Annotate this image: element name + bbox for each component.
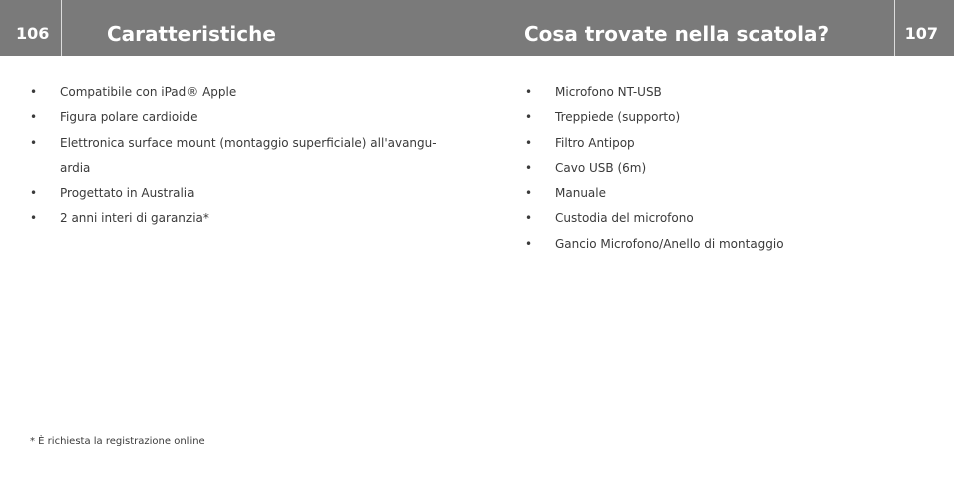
feature-text: Figura polare cardioide <box>60 110 198 125</box>
box-item-text: Gancio Microfono/Anello di montaggio <box>555 236 784 251</box>
bullet-icon: • <box>525 236 533 251</box>
bullet-icon: • <box>30 186 38 201</box>
bullet-icon: • <box>525 211 533 226</box>
feature-text: Elettronica surface mount (montaggio superficiale) all'avangu-ardia <box>60 135 437 175</box>
bullet-icon: • <box>525 135 533 150</box>
feature-text: Compatibile con iPad® Apple <box>60 85 237 99</box>
box-contents-title: Cosa trovate nella scatola? <box>524 22 830 46</box>
list-item <box>30 181 450 206</box>
list-item <box>30 80 450 105</box>
features-list <box>30 80 450 232</box>
box-item-text: Microfono NT-USB <box>555 85 662 99</box>
box-item-text: Cavo USB (6m) <box>555 160 647 175</box>
right-page-number: 107 <box>904 24 938 43</box>
list-item <box>525 206 925 231</box>
box-item-text: Filtro Antipop <box>555 135 635 150</box>
footnote: * È richiesta la registrazione online <box>30 436 205 447</box>
bullet-icon: • <box>30 211 38 226</box>
bullet-icon: • <box>30 85 38 99</box>
list-item <box>525 131 925 156</box>
features-title: Caratteristiche <box>107 22 276 46</box>
bullet-icon: • <box>525 186 533 201</box>
list-item <box>525 156 925 181</box>
list-item <box>30 105 450 130</box>
list-item <box>525 232 925 257</box>
list-item <box>525 105 925 130</box>
feature-text: 2 anni interi di garanzia* <box>60 211 209 226</box>
list-item <box>30 206 450 231</box>
box-contents-list <box>525 80 925 257</box>
feature-text: Progettato in Australia <box>60 186 195 201</box>
right-header-divider <box>894 0 895 56</box>
list-item <box>525 181 925 206</box>
bullet-icon: • <box>30 135 38 150</box>
page-header <box>0 0 954 56</box>
bullet-icon: • <box>525 85 533 99</box>
box-item-text: Treppiede (supporto) <box>555 110 681 125</box>
list-item <box>30 131 450 182</box>
left-header-divider <box>61 0 62 56</box>
box-item-text: Manuale <box>555 186 606 201</box>
left-page-number: 106 <box>16 24 50 43</box>
bullet-icon: • <box>525 160 533 175</box>
bullet-icon: • <box>525 110 533 125</box>
list-item <box>525 80 925 105</box>
bullet-icon: • <box>30 110 38 125</box>
box-item-text: Custodia del microfono <box>555 211 694 226</box>
